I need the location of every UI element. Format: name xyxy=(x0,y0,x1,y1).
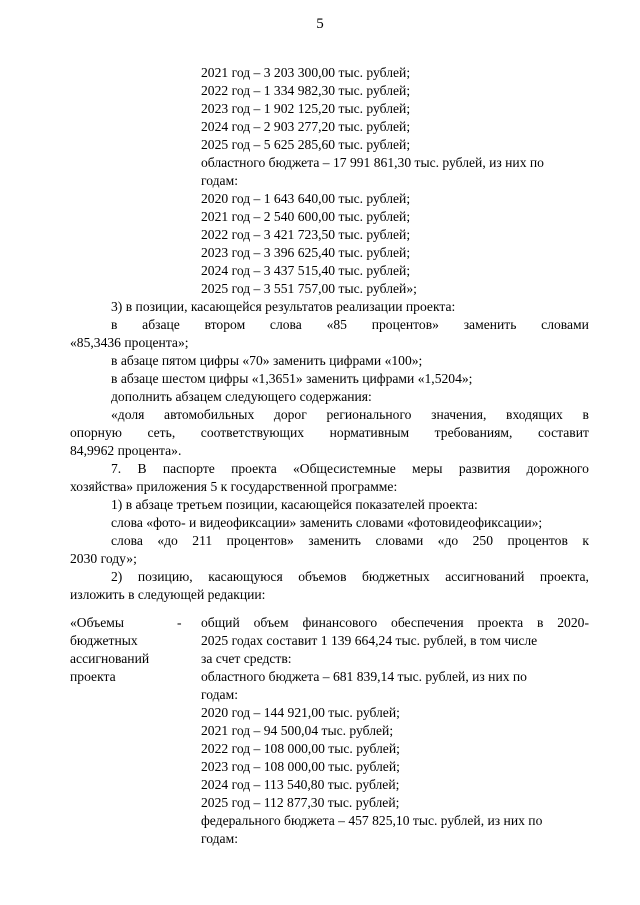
word: слова xyxy=(111,533,143,548)
year-line: 2020 год – 144 921,00 тыс. рублей; xyxy=(201,705,400,720)
word: заменить xyxy=(308,533,362,548)
word: ассигнований xyxy=(445,569,525,584)
year-line: 2025 год – 5 625 285,60 тыс. рублей; xyxy=(201,137,411,152)
word: 250 xyxy=(472,533,493,548)
paragraph-7-1b xyxy=(111,532,589,550)
word: заменить xyxy=(463,317,517,332)
year-line: 2025 год – 112 877,30 тыс. рублей; xyxy=(201,795,400,810)
word: «Общесистемные xyxy=(293,461,396,476)
word: дорожного xyxy=(526,461,589,476)
word: сеть, xyxy=(147,425,176,440)
oblast-budget-line: годам: xyxy=(201,173,238,188)
word: процентов» xyxy=(226,533,294,548)
paragraph-3e-end: 84,9962 процента». xyxy=(70,443,182,458)
oblast-budget-line: областного бюджета – 17 991 861,30 тыс. рублей, из них по xyxy=(201,155,544,170)
table-label: ассигнований xyxy=(70,651,150,666)
word: к xyxy=(582,533,589,548)
table-total-line: 2025 годах составит 1 139 664,24 тыс. рублей, в том числе xyxy=(201,633,538,648)
paragraph-7-1a: слова «фото- и видеофиксации» заменить словами «фотовидеофиксации»; xyxy=(111,515,543,530)
word: паспорте xyxy=(162,461,215,476)
year-line: 2024 год – 113 540,80 тыс. рублей; xyxy=(201,777,400,792)
word: проекта xyxy=(477,615,524,630)
table-federal-line: годам: xyxy=(201,831,238,846)
word: меры xyxy=(412,461,443,476)
word: «85 xyxy=(326,317,347,332)
word: опорную xyxy=(70,425,122,440)
paragraph-3a xyxy=(111,316,589,334)
page-number: 5 xyxy=(316,16,324,32)
table-oblast-line: годам: xyxy=(201,687,238,702)
year-line: 2021 год – 2 540 600,00 тыс. рублей; xyxy=(201,209,411,224)
paragraph-3d: дополнить абзацем следующего содержания: xyxy=(111,389,372,404)
table-oblast-line: областного бюджета – 681 839,14 тыс. рублей, из них по xyxy=(201,669,527,684)
word: слова xyxy=(269,317,302,332)
word: объем xyxy=(253,615,289,630)
word: 211 xyxy=(192,533,213,548)
word: нормативным xyxy=(329,425,410,440)
word: обеспечения xyxy=(391,615,464,630)
word: в xyxy=(111,317,118,332)
paragraph-7-1: 1) в абзаце третьем позиции, касающейся показателей проекта: xyxy=(111,497,478,512)
year-line: 2023 год – 3 396 625,40 тыс. рублей; xyxy=(201,245,411,260)
word: «до xyxy=(157,533,178,548)
word: объемов xyxy=(298,569,347,584)
word: в xyxy=(536,615,544,630)
table-label: бюджетных xyxy=(70,633,138,648)
word: В xyxy=(137,461,147,476)
word: процентов» xyxy=(371,317,439,332)
year-line: 2022 год – 1 334 982,30 тыс. рублей; xyxy=(201,83,411,98)
word: соответствующих xyxy=(200,425,305,440)
year-line: 2023 год – 1 902 125,20 тыс. рублей; xyxy=(201,101,411,116)
paragraph-3: 3) в позиции, касающейся результатов реализации проекта: xyxy=(111,299,456,314)
table-label: проекта xyxy=(70,669,116,684)
word: словами xyxy=(541,317,589,332)
paragraph-3c: в абзаце шестом цифры «1,3651» заменить цифрами «1,5204»; xyxy=(111,371,473,386)
paragraph-3a-cont: «85,3436 процента»; xyxy=(70,335,189,350)
word: 2020- xyxy=(557,615,589,630)
year-line: 2024 год – 2 903 277,20 тыс. рублей; xyxy=(201,119,411,134)
word: в xyxy=(582,407,589,422)
word: развития xyxy=(458,461,511,476)
year-line: 2022 год – 108 000,00 тыс. рублей; xyxy=(201,741,400,756)
word: «доля xyxy=(111,407,145,422)
word: процентов xyxy=(507,533,568,548)
table-total-line: за счет средств: xyxy=(201,651,292,666)
paragraph-7-2 xyxy=(111,568,589,586)
year-line: 2021 год – 3 203 300,00 тыс. рублей; xyxy=(201,65,411,80)
word: проекта, xyxy=(539,569,589,584)
year-line: 2024 год – 3 437 515,40 тыс. рублей; xyxy=(201,263,411,278)
paragraph-7-1b-cont: 2030 году»; xyxy=(70,551,137,566)
word: требованиям, xyxy=(434,425,513,440)
word: дорог xyxy=(273,407,307,422)
word: 7. xyxy=(111,461,122,476)
word: финансового xyxy=(302,615,378,630)
word: входящих xyxy=(506,407,563,422)
paragraph-3e-cont xyxy=(70,424,589,442)
table-total-line xyxy=(201,614,589,632)
word: касающуюся xyxy=(208,569,283,584)
word: общий xyxy=(201,615,240,630)
word: позицию, xyxy=(137,569,193,584)
paragraph-3b: в абзаце пятом цифры «70» заменить цифрами «100»; xyxy=(111,353,423,368)
paragraph-7 xyxy=(111,460,589,478)
table-dash: - xyxy=(177,615,182,630)
word: автомобильных xyxy=(164,407,255,422)
word: составит xyxy=(537,425,589,440)
word: регионального xyxy=(326,407,412,422)
year-line: 2025 год – 3 551 757,00 тыс. рублей»; xyxy=(201,281,417,296)
word: значения, xyxy=(431,407,487,422)
paragraph-7-cont: хозяйства» приложения 5 к государственной программе: xyxy=(70,479,398,494)
word: словами xyxy=(375,533,424,548)
table-federal-line: федерального бюджета – 457 825,10 тыс. рублей, из них по xyxy=(201,813,543,828)
year-line: 2021 год – 94 500,04 тыс. рублей; xyxy=(201,723,394,738)
word: проекта xyxy=(231,461,277,476)
paragraph-3e xyxy=(111,406,589,424)
table-label: «Объемы xyxy=(70,615,124,630)
word: абзаце xyxy=(142,317,180,332)
word: 2) xyxy=(111,569,123,584)
year-line: 2022 год – 3 421 723,50 тыс. рублей; xyxy=(201,227,411,242)
year-line: 2020 год – 1 643 640,00 тыс. рублей; xyxy=(201,191,411,206)
year-line: 2023 год – 108 000,00 тыс. рублей; xyxy=(201,759,400,774)
word: «до xyxy=(437,533,459,548)
word: втором xyxy=(204,317,246,332)
word: бюджетных xyxy=(362,569,430,584)
paragraph-7-2-cont: изложить в следующей редакции: xyxy=(70,587,266,602)
